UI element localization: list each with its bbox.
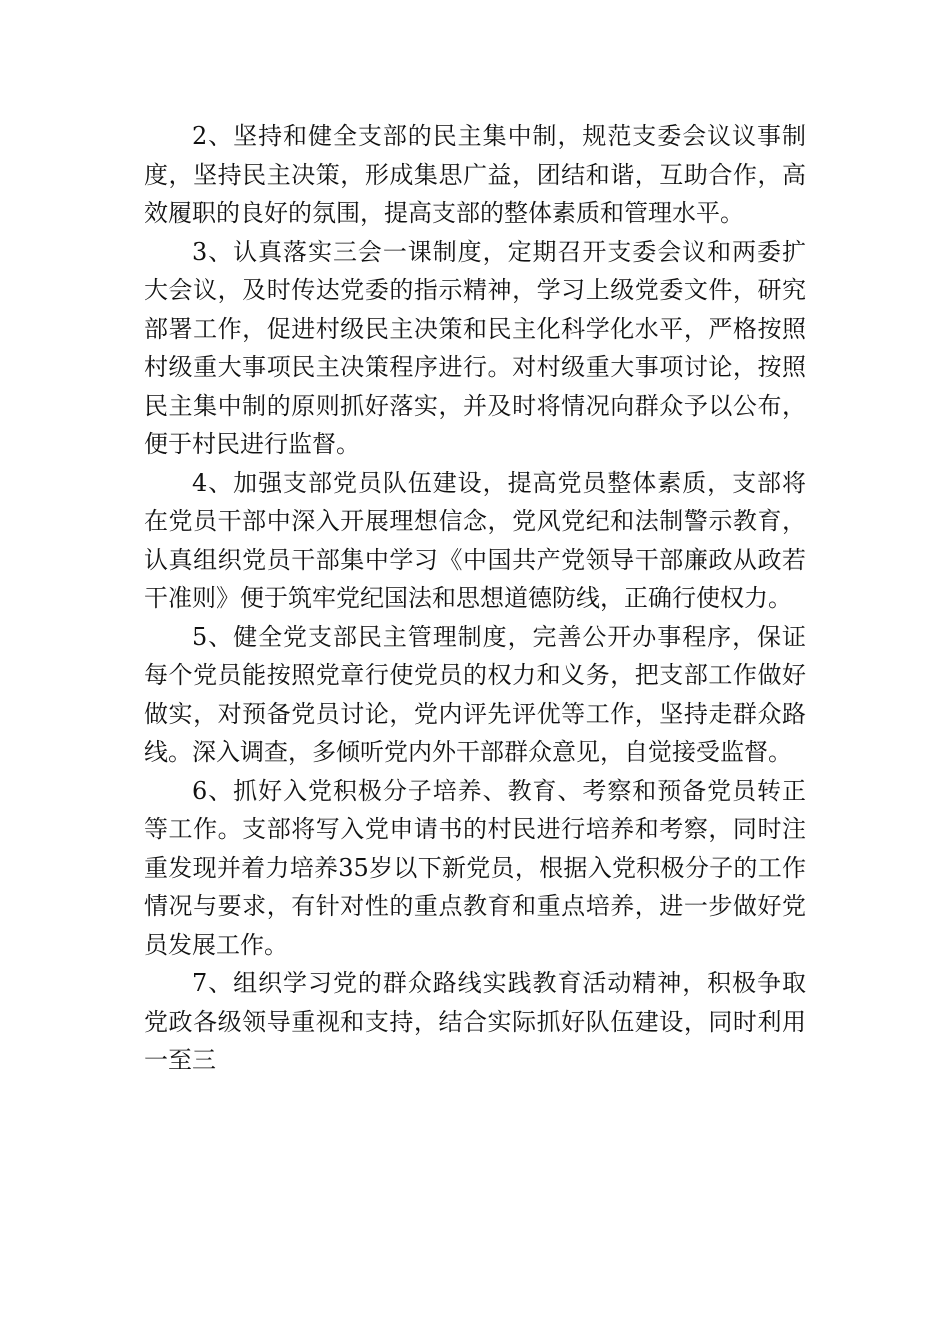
paragraph-item-6: 6、抓好入党积极分子培养、教育、考察和预备党员转正等工作。支部将写入党申请书的村民进行培养和考察，同时注重发现并着力培养35岁以下新党员，根据入党积极分子的工作情况与要求，有针对性的重点教育和重点培养，进一步做好党员发展工作。 — [144, 776, 806, 959]
paragraph-item-5: 5、健全党支部民主管理制度，完善公开办事程序，保证每个党员能按照党章行使党员的权力和义务，把支部工作做好做实，对预备党员讨论，党内评先评优等工作，坚持走群众路线。深入调查，多倾听党内外干部群众意见，自觉接受监督。 — [144, 622, 806, 766]
paragraph-item-3: 3、认真落实三会一课制度，定期召开支委会议和两委扩大会议，及时传达党委的指示精神，学习上级党委文件，研究部署工作，促进村级民主决策和民主化科学化水平，严格按照村级重大事项民主决策程序进行。对村级重大事项讨论，按照民主集中制的原则抓好落实，并及时将情况向群众予以公布，便于村民进行监督。 — [144, 237, 806, 458]
paragraph-item-2: 2、坚持和健全支部的民主集中制，规范支委会议议事制度，坚持民主决策，形成集思广益，团结和谐，互助合作，高效履职的良好的氛围，提高支部的整体素质和管理水平。 — [144, 122, 806, 227]
paragraph-item-4: 4、加强支部党员队伍建设，提高党员整体素质，支部将在党员干部中深入开展理想信念，党风党纪和法制警示教育，认真组织党员干部集中学习《中国共产党领导干部廉政从政若干准则》便于筑牢党纪国法和思想道德防线，正确行使权力。 — [144, 468, 806, 612]
document-body — [144, 117, 806, 1080]
paragraph-item-7: 7、组织学习党的群众路线实践教育活动精神，积极争取党政各级领导重视和支持，结合实际抓好队伍建设，同时利用一至三 — [144, 969, 806, 1074]
